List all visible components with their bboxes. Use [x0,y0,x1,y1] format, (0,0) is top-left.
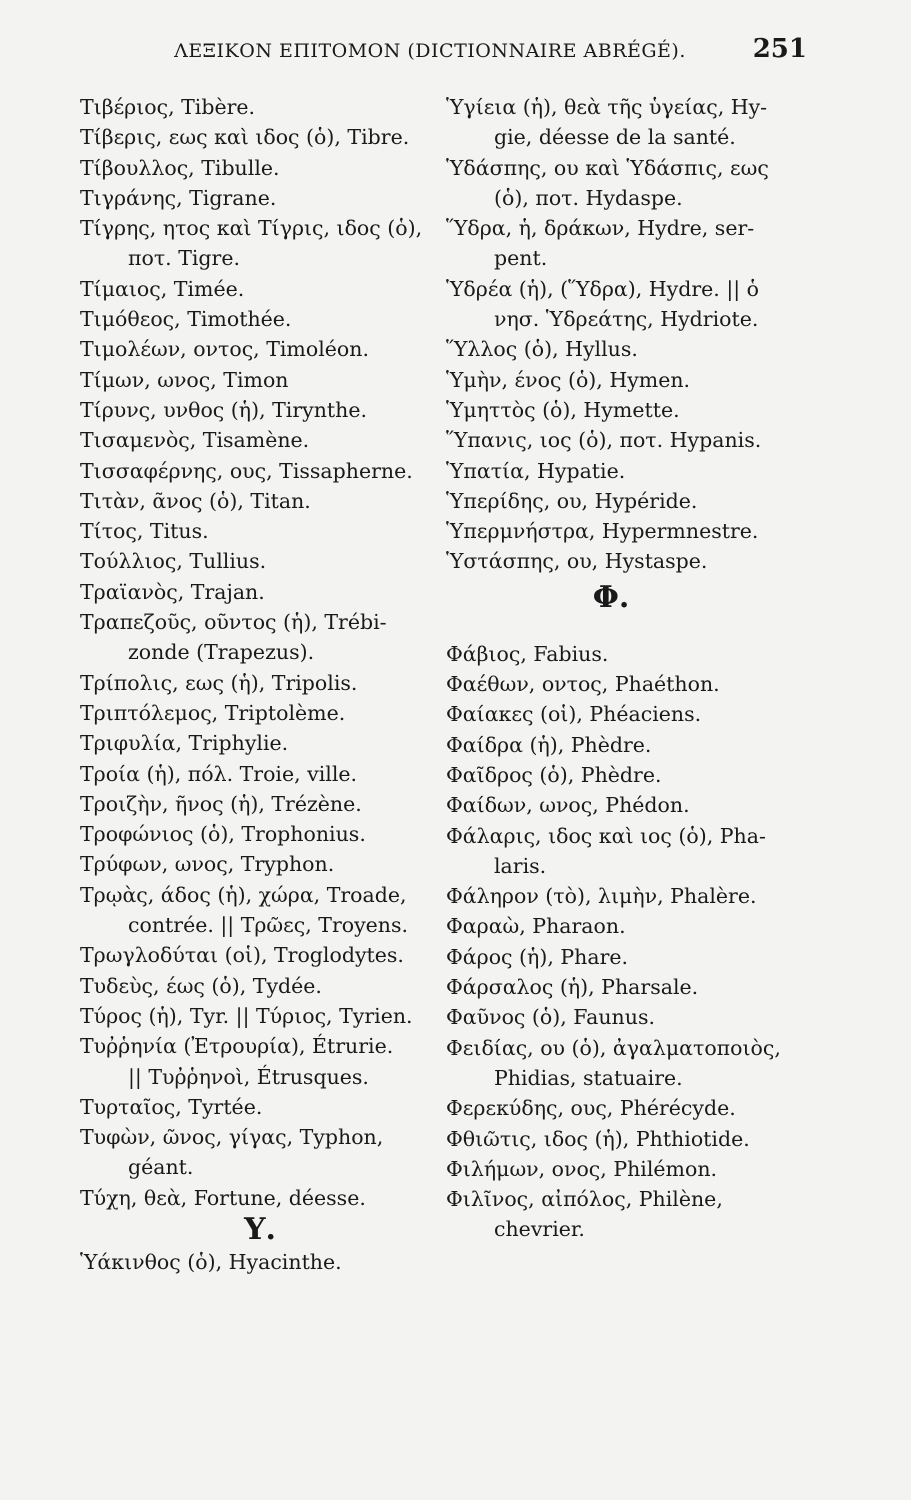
entry-continuation: contrée. || Τρῶες, Troyens. [128,913,409,938]
dictionary-entry [446,365,826,395]
entry-text: Τίρυνς, υνθος (ἡ), Tirynthe. [80,397,368,422]
dictionary-entry [446,92,826,153]
left-after-section-list [80,1247,440,1277]
dictionary-entry [80,1031,440,1092]
dictionary-entry [446,213,826,274]
entry-continuation: ποτ. Tigre. [128,246,240,271]
entry-continuation: νησ. Ὑδρεάτης, Hydriote. [494,307,759,332]
section-letter-phi: Φ. [592,579,630,615]
entry-text: Ὑδρέα (ἡ), (Ὕδρα), Hydre. || ὁ [446,276,760,301]
entry-text: Φαίακες (οἱ), Phéaciens. [446,702,702,727]
entry-text: Φαέθων, οντος, Phaéthon. [446,672,720,697]
dictionary-entry [446,881,826,911]
dictionary-entry [446,821,826,882]
entry-text: Τίμων, ωνος, Timon [80,367,289,392]
dictionary-entry [446,1184,826,1245]
entry-continuation: gie, déesse de la santé. [494,125,736,150]
dictionary-entry [446,1093,826,1123]
entry-continuation: zonde (Trapezus). [128,640,315,665]
entry-text: Φερεκύδης, ους, Phérécyde. [446,1096,736,1121]
entry-text: Τυδεὺς, έως (ὁ), Tydée. [80,973,322,998]
entry-continuation: Phidias, statuaire. [494,1065,683,1090]
dictionary-entry [80,183,440,213]
entry-text: Τίβερις, εως καὶ ιδος (ὁ), Tibre. [80,125,410,150]
entry-text: Φιλῖνος, αἰπόλος, Philène, [446,1187,723,1212]
dictionary-entry [446,334,826,364]
entry-text: Ὑάκινθος (ὁ), Hyacinthe. [80,1249,342,1274]
entry-text: Τύχη, θεὰ, Fortune, déesse. [80,1185,366,1210]
entry-text: Τιμολέων, οντος, Timoléon. [80,337,369,362]
entry-text: Τριφυλία, Triphylie. [80,731,289,756]
dictionary-entry [446,699,826,729]
entry-text: Τραϊανὸς, Trajan. [80,579,265,604]
right-after-section-list [446,639,826,1245]
dictionary-entry [80,849,440,879]
entry-text: Τύρος (ἡ), Tyr. || Τύριος, Tyrien. [80,1003,413,1028]
dictionary-entry [80,1122,440,1183]
entry-text: Τυφὼν, ῶνος, γίγας, Typhon, [80,1125,384,1150]
dictionary-entry [80,668,440,698]
dictionary-entry [446,546,826,576]
dictionary-entry [80,365,440,395]
dictionary-entry [80,92,440,122]
dictionary-entry [80,577,440,607]
entry-text: Ὑπερίδης, ου, Hypéride. [446,488,698,513]
dictionary-entry [80,213,440,274]
entry-text: Ὑδάσπης, ου καὶ Ὑδάσπις, εως [446,155,769,180]
entry-text: Τρῳὰς, άδος (ἡ), χώρα, Troade, [80,882,407,907]
dictionary-entry [80,728,440,758]
entry-text: Τίμαιος, Timée. [80,276,245,301]
entry-text: Ὑγίεια (ἡ), θεὰ τῆς ὑγείας, Hy- [446,95,768,119]
dictionary-entry [446,516,826,546]
right-entry-list [446,92,826,577]
entry-continuation: chevrier. [494,1217,585,1242]
dictionary-entry [80,334,440,364]
entry-text: Ὑπατία, Hypatie. [446,458,626,483]
dictionary-entry [80,759,440,789]
dictionary-entry [446,669,826,699]
running-title: ΛΕΞΙΚΟΝ ΕΠΙΤΟΜΟΝ (DICTIONNAIRE ABRÉGÉ). [174,40,686,62]
dictionary-entry [80,880,440,941]
dictionary-entry [446,730,826,760]
dictionary-entry [80,971,440,1001]
entry-text: Τραπεζοῦς, οῦντος (ἡ), Trébi- [80,610,387,635]
entry-text: Τιγράνης, Tigrane. [80,185,277,210]
entry-text: Τροφώνιος (ὁ), Trophonius. [80,822,366,847]
dictionary-entry [446,942,826,972]
entry-text: Φαῖδρος (ὁ), Phèdre. [446,762,662,787]
entry-text: Ὑπερμνήστρα, Hypermnestre. [446,519,759,544]
entry-continuation: géant. [128,1155,194,1180]
entry-continuation: laris. [494,853,547,878]
entry-text: Ὕδρα, ἡ, δράκων, Hydre, ser- [446,216,755,241]
dictionary-entry [446,486,826,516]
entry-text: Ὑμηττὸς (ὁ), Hymette. [446,397,680,422]
dictionary-entry [80,1001,440,1031]
entry-text: Τρωγλοδύται (οἱ), Troglodytes. [80,943,404,968]
dictionary-entry [446,1154,826,1184]
entry-text: Τυρταῖος, Tyrtée. [80,1094,263,1119]
entry-text: Τιτὰν, ᾶνος (ὁ), Titan. [80,488,311,513]
dictionary-entry [446,790,826,820]
dictionary-entry [80,940,440,970]
entry-text: Τρύφων, ωνος, Tryphon. [80,852,335,877]
dictionary-entry [80,698,440,728]
entry-text: Τίτος, Titus. [80,519,209,544]
dictionary-entry [446,1033,826,1094]
entry-text: Τισσαφέρνης, ους, Tissapherne. [80,458,413,483]
entry-text: Φάλαρις, ιδος καὶ ιος (ὁ), Pha- [446,823,766,848]
entry-text: Φάβιος, Fabius. [446,641,609,666]
entry-text: Τροία (ἡ), πόλ. Troie, ville. [80,761,358,786]
entry-text: Φιλήμων, ονος, Philémon. [446,1156,718,1181]
entry-text: Φαίδων, ωνος, Phédon. [446,793,690,818]
dictionary-entry [80,546,440,576]
entry-text: Τίβουλλος, Tibulle. [80,155,280,180]
left-column [80,92,440,1277]
entry-text: Τιβέριος, Tibère. [80,95,256,119]
entry-text: Φαίδρα (ἡ), Phèdre. [446,732,652,757]
dictionary-entry [80,425,440,455]
dictionary-entry [80,1247,440,1277]
dictionary-entry [446,456,826,486]
entry-text: Φθιῶτις, ιδος (ἡ), Phthiotide. [446,1126,750,1151]
right-column [446,92,826,1245]
entry-text: Φειδίας, ου (ὁ), ἀγαλματοποιὸς, [446,1035,781,1060]
entry-text: Τούλλιος, Tullius. [80,549,267,574]
entry-text: Ὑμὴν, ένος (ὁ), Hymen. [446,367,691,392]
section-letter-upsilon: Υ. [244,1211,276,1247]
entry-continuation: || Τυῤῥηνοὶ, Étrusques. [128,1064,369,1089]
dictionary-entry [446,760,826,790]
entry-text: Τυῤῥηνία (Ἐτρουρία), Étrurie. [80,1034,394,1059]
dictionary-entry [80,516,440,546]
entry-text: Φάρος (ἡ), Phare. [446,944,629,969]
dictionary-entry [446,911,826,941]
dictionary-entry [80,153,440,183]
dictionary-entry [80,819,440,849]
entry-text: Ὕλλος (ὁ), Hyllus. [446,337,638,362]
dictionary-entry [446,972,826,1002]
entry-text: Τίγρης, ητος καὶ Τίγρις, ιδος (ὁ), [80,216,423,241]
dictionary-entry [80,1092,440,1122]
entry-text: Φάρσαλος (ἡ), Pharsale. [446,975,699,1000]
entry-text: Τισαμενὸς, Tisamène. [80,428,310,453]
dictionary-entry [80,395,440,425]
entry-text: Τιμόθεος, Timothée. [80,307,292,332]
entry-text: Τροιζὴν, ῆνος (ἡ), Trézène. [80,791,362,816]
page-number: 251 [752,34,807,64]
dictionary-entry [446,639,826,669]
dictionary-entry [446,425,826,455]
entry-text: Φαραὼ, Pharaon. [446,914,626,939]
dictionary-entry [80,1183,440,1213]
entry-continuation: pent. [494,246,548,271]
dictionary-entry [446,153,826,214]
dictionary-entry [80,122,440,152]
dictionary-entry [446,274,826,335]
dictionary-entry [80,607,440,668]
dictionary-entry [446,1124,826,1154]
entry-text: Τρίπολις, εως (ἡ), Tripolis. [80,670,358,695]
dictionary-entry [80,486,440,516]
entry-text: Τριπτόλεμος, Triptolème. [80,700,346,725]
entry-text: Ὕπανις, ιος (ὁ), ποτ. Hypanis. [446,428,762,453]
dictionary-entry [80,789,440,819]
dictionary-entry [80,274,440,304]
entry-text: Φαῦνος (ὁ), Faunus. [446,1005,655,1030]
left-entry-list [80,92,440,1213]
entry-text: Φάληρον (τὸ), λιμὴν, Phalère. [446,884,757,909]
entry-text: Ὑστάσπης, ου, Hystaspe. [446,549,708,574]
dictionary-entry [446,395,826,425]
dictionary-entry [80,304,440,334]
dictionary-entry [446,1002,826,1032]
entry-continuation: (ὁ), ποτ. Hydaspe. [494,185,683,210]
dictionary-entry [80,456,440,486]
